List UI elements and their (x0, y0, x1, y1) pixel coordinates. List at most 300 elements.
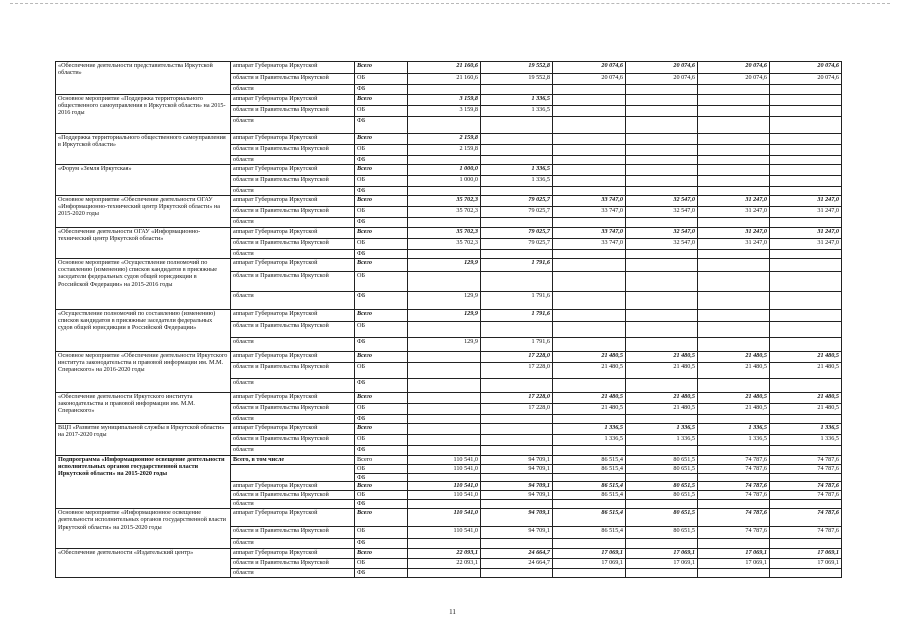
source-fb-cell: ФБ (355, 292, 408, 310)
ob-value-cell (770, 106, 842, 117)
source-fb-cell: ФБ (355, 539, 408, 549)
total-value-cell: 79 025,7 (481, 228, 553, 239)
executor-cell: области (231, 569, 355, 578)
source-fb-cell: ФБ (355, 218, 408, 228)
total-value-cell: 110 541,0 (408, 509, 481, 527)
ob-value-cell (698, 145, 770, 156)
ob-value-cell: 1 336,5 (626, 435, 698, 446)
fb-value-cell (408, 379, 481, 393)
executor-cell: области (231, 218, 355, 228)
table-row (56, 393, 842, 404)
total-value-cell: 94 709,1 (481, 509, 553, 527)
total-value-cell: 32 547,0 (626, 228, 698, 239)
total-value-cell: 17 069,1 (553, 549, 626, 559)
ob-value-cell: 1 336,5 (481, 176, 553, 187)
page-number: 11 (449, 608, 456, 616)
source-ob-cell: ОБ (355, 363, 408, 379)
ob-value-cell (408, 404, 481, 415)
fb-value-cell (698, 156, 770, 165)
ob-value-cell: 79 025,7 (481, 207, 553, 218)
fb-value-cell (770, 292, 842, 310)
source-ob-cell: ОБ (355, 74, 408, 85)
fb-value-cell (698, 85, 770, 95)
fb-value-cell (698, 250, 770, 259)
source-total-cell: Всего (355, 482, 408, 491)
total-value-cell: 31 247,0 (770, 228, 842, 239)
ob-value-cell: 1 336,5 (698, 435, 770, 446)
total-value-cell (481, 134, 553, 145)
fb-value-cell (770, 415, 842, 424)
total-value-cell (481, 424, 553, 435)
ob-value-cell: 74 787,6 (770, 465, 842, 474)
source-ob-cell: ОБ (355, 435, 408, 446)
total-value-cell: 20 074,6 (770, 62, 842, 74)
total-value-cell: 86 515,4 (553, 509, 626, 527)
source-fb-cell: ФБ (355, 117, 408, 134)
executor-cell: области (231, 292, 355, 310)
total-value-cell: 1 336,5 (481, 95, 553, 106)
ob-value-cell (770, 272, 842, 292)
program-name-cell: Основное мероприятие «Поддержка территориального общественного самоуправления в Иркутской области» на 2015-2016 годы (56, 95, 231, 134)
total-value-cell: 21 160,6 (408, 62, 481, 74)
ob-value-cell: 19 552,8 (481, 74, 553, 85)
fb-value-cell (770, 569, 842, 578)
ob-value-cell (698, 272, 770, 292)
ob-value-cell (770, 176, 842, 187)
ob-value-cell: 94 709,1 (481, 491, 553, 500)
ob-value-cell: 20 074,6 (698, 74, 770, 85)
fb-value-cell (626, 569, 698, 578)
fb-value-cell (553, 500, 626, 509)
table-row (56, 165, 842, 176)
total-value-cell: 1 336,5 (481, 165, 553, 176)
ob-value-cell (481, 435, 553, 446)
source-total-cell: Всего (355, 549, 408, 559)
total-value-cell: 2 159,8 (408, 134, 481, 145)
total-value-cell (553, 259, 626, 272)
ob-value-cell: 21 480,5 (698, 363, 770, 379)
ob-value-cell (770, 145, 842, 156)
total-value-cell: 33 747,0 (553, 196, 626, 207)
ob-value-cell (481, 322, 553, 338)
total-value-cell: 1 336,5 (553, 424, 626, 435)
fb-value-cell (481, 379, 553, 393)
ob-value-cell: 21 480,5 (770, 363, 842, 379)
total-value-cell: 110 541,0 (408, 482, 481, 491)
total-value-cell (770, 134, 842, 145)
executor-cell: области (231, 117, 355, 134)
executor-cell: области и Правительства Иркутской (231, 435, 355, 446)
table-row (56, 310, 842, 322)
total-value-cell (770, 95, 842, 106)
total-value-cell: 20 074,6 (553, 62, 626, 74)
executor-cell: аппарат Губернатора Иркутской (231, 424, 355, 435)
executor-cell: аппарат Губернатора Иркутской (231, 549, 355, 559)
ob-value-cell: 20 074,6 (770, 74, 842, 85)
fb-value-cell (408, 446, 481, 456)
executor-cell: области (231, 500, 355, 509)
table-row (56, 134, 842, 145)
executor-cell: аппарат Губернатора Иркутской (231, 393, 355, 404)
executor-cell: области (231, 379, 355, 393)
program-name-cell: Основное мероприятие «Информационное освещение деятельности исполнительных органов государственной власти Иркутской области» на 2015-2020 годы (56, 509, 231, 549)
total-value-cell (408, 424, 481, 435)
total-value-cell (698, 165, 770, 176)
ob-value-cell: 20 074,6 (626, 74, 698, 85)
total-value-cell: 1 791,6 (481, 310, 553, 322)
total-value-cell: 31 247,0 (698, 196, 770, 207)
source-fb-cell: ФБ (355, 338, 408, 352)
ob-value-cell: 17 069,1 (626, 559, 698, 569)
ob-value-cell: 1 336,5 (770, 435, 842, 446)
total-value-cell: 129,9 (408, 259, 481, 272)
source-total-cell: Всего (355, 310, 408, 322)
ob-value-cell (553, 322, 626, 338)
fb-value-cell (553, 85, 626, 95)
executor-cell: области и Правительства Иркутской (231, 491, 355, 500)
fb-value-cell (626, 156, 698, 165)
total-value-cell: 17 228,0 (481, 352, 553, 363)
program-name-cell: «Обеспечение деятельности Иркутского института законодательства и правовой информации им. М.М. Сперанского» (56, 393, 231, 424)
total-value-cell: 79 025,7 (481, 196, 553, 207)
total-value-cell: 22 093,1 (408, 549, 481, 559)
program-name-cell: Основное мероприятие «Осуществление полномочий по составлению (изменению) списков кандидатов в присяжные заседатели федеральных судов общей юрисдикции в Российской Федерации» на 2015-2016 годы (56, 259, 231, 310)
total-value-cell (408, 352, 481, 363)
ob-value-cell (408, 272, 481, 292)
fb-value-cell (698, 446, 770, 456)
fb-value-cell (481, 539, 553, 549)
ob-value-cell (553, 145, 626, 156)
ob-value-cell (698, 176, 770, 187)
total-value-cell (408, 393, 481, 404)
total-value-cell: 110 541,0 (408, 456, 481, 465)
fb-value-cell (408, 250, 481, 259)
executor-cell: области и Правительства Иркутской (231, 145, 355, 156)
ob-value-cell: 86 515,4 (553, 527, 626, 539)
ob-value-cell: 74 787,6 (698, 491, 770, 500)
fb-value-cell: 129,9 (408, 338, 481, 352)
ob-value-cell: 74 787,6 (770, 491, 842, 500)
source-ob-cell: ОБ (355, 465, 408, 474)
source-total-cell: Всего (355, 393, 408, 404)
fb-value-cell (553, 218, 626, 228)
ob-value-cell: 31 247,0 (698, 207, 770, 218)
total-value-cell (698, 259, 770, 272)
fb-value-cell (408, 85, 481, 95)
total-value-cell: 21 480,5 (698, 393, 770, 404)
table-row (56, 62, 842, 74)
total-value-cell: 1 336,5 (770, 424, 842, 435)
fb-value-cell (698, 539, 770, 549)
fb-value-cell (698, 292, 770, 310)
source-ob-cell: ОБ (355, 491, 408, 500)
executor-cell: области (231, 156, 355, 165)
total-value-cell: 94 709,1 (481, 456, 553, 465)
ob-value-cell (408, 363, 481, 379)
source-fb-cell: ФБ (355, 379, 408, 393)
ob-value-cell: 86 515,4 (553, 491, 626, 500)
total-value-cell: 24 664,7 (481, 549, 553, 559)
fb-value-cell (626, 292, 698, 310)
fb-value-cell (698, 187, 770, 196)
ob-value-cell: 32 547,0 (626, 239, 698, 250)
program-name-cell: «Обеспечение деятельности представительства Иркутской области» (56, 62, 231, 95)
source-ob-cell: ОБ (355, 527, 408, 539)
total-value-cell (553, 165, 626, 176)
ob-value-cell: 2 159,8 (408, 145, 481, 156)
ob-value-cell (698, 322, 770, 338)
top-border-line (10, 3, 890, 4)
total-value-cell: 80 651,5 (626, 456, 698, 465)
table-row (56, 228, 842, 239)
total-value-cell: 80 651,5 (626, 482, 698, 491)
fb-value-cell (626, 218, 698, 228)
ob-value-cell (626, 106, 698, 117)
fb-value-cell (626, 474, 698, 482)
fb-value-cell: 1 791,6 (481, 292, 553, 310)
executor-cell: аппарат Губернатора Иркутской (231, 482, 355, 491)
fb-value-cell (698, 569, 770, 578)
ob-value-cell: 21 480,5 (553, 363, 626, 379)
ob-value-cell: 17 069,1 (553, 559, 626, 569)
total-value-cell: 20 074,6 (626, 62, 698, 74)
fb-value-cell (698, 338, 770, 352)
total-value-cell: 33 747,0 (553, 228, 626, 239)
fb-value-cell (698, 218, 770, 228)
total-value-cell: 1 336,5 (626, 424, 698, 435)
source-ob-cell: ОБ (355, 404, 408, 415)
total-value-cell: 74 787,6 (770, 456, 842, 465)
fb-value-cell (481, 415, 553, 424)
total-value-cell: 21 480,5 (698, 352, 770, 363)
fb-value-cell (553, 415, 626, 424)
table-row (56, 259, 842, 272)
ob-value-cell: 3 159,8 (408, 106, 481, 117)
total-value-cell: 17 228,0 (481, 393, 553, 404)
fb-value-cell (408, 474, 481, 482)
source-fb-cell: ФБ (355, 85, 408, 95)
total-value-cell: 35 702,3 (408, 228, 481, 239)
fb-value-cell (770, 446, 842, 456)
fb-value-cell (626, 187, 698, 196)
fb-value-cell (626, 250, 698, 259)
ob-value-cell: 21 480,5 (626, 363, 698, 379)
total-value-cell: 3 159,8 (408, 95, 481, 106)
fb-value-cell (481, 218, 553, 228)
fb-value-cell (698, 117, 770, 134)
total-value-cell: 21 480,5 (770, 352, 842, 363)
source-total-cell: Всего (355, 134, 408, 145)
ob-value-cell: 32 547,0 (626, 207, 698, 218)
total-value-cell: 94 709,1 (481, 482, 553, 491)
source-ob-cell: ОБ (355, 176, 408, 187)
executor-cell: области и Правительства Иркутской (231, 272, 355, 292)
total-value-cell (553, 310, 626, 322)
total-value-cell: 1 000,0 (408, 165, 481, 176)
fb-value-cell (408, 539, 481, 549)
executor-cell: области и Правительства Иркутской (231, 239, 355, 250)
source-total-cell: Всего (355, 62, 408, 74)
fb-value-cell (553, 187, 626, 196)
ob-value-cell: 74 787,6 (698, 465, 770, 474)
ob-value-cell: 1 336,5 (481, 106, 553, 117)
source-total-cell: Всего (355, 196, 408, 207)
ob-value-cell: 33 747,0 (553, 239, 626, 250)
program-name-cell: «Форум «Земля Иркутская» (56, 165, 231, 196)
total-value-cell: 17 069,1 (626, 549, 698, 559)
fb-value-cell (770, 187, 842, 196)
total-value-cell: 21 480,5 (626, 352, 698, 363)
ob-value-cell (408, 322, 481, 338)
ob-value-cell: 74 787,6 (770, 527, 842, 539)
fb-value-cell (553, 569, 626, 578)
total-value-cell: 74 787,6 (698, 482, 770, 491)
executor-cell: области и Правительства Иркутской (231, 106, 355, 117)
budget-table (55, 61, 842, 578)
ob-value-cell (626, 272, 698, 292)
fb-value-cell (770, 218, 842, 228)
total-value-cell: 21 480,5 (626, 393, 698, 404)
ob-value-cell (698, 106, 770, 117)
table-row (56, 352, 842, 363)
total-value-cell (626, 259, 698, 272)
total-value-cell: 17 069,1 (770, 549, 842, 559)
ob-value-cell (553, 176, 626, 187)
program-name-cell: «Обеспечение деятельности «Издательский центр» (56, 549, 231, 578)
fb-value-cell (770, 250, 842, 259)
ob-value-cell: 94 709,1 (481, 527, 553, 539)
ob-value-cell: 20 074,6 (553, 74, 626, 85)
ob-value-cell: 110 541,0 (408, 491, 481, 500)
ob-value-cell: 35 702,3 (408, 239, 481, 250)
ob-value-cell: 80 651,5 (626, 491, 698, 500)
executor-cell (231, 465, 355, 482)
total-value-cell: 35 702,3 (408, 196, 481, 207)
total-value-cell: 129,9 (408, 310, 481, 322)
fb-value-cell (408, 218, 481, 228)
ob-value-cell: 21 480,5 (698, 404, 770, 415)
executor-cell: аппарат Губернатора Иркутской (231, 196, 355, 207)
source-fb-cell: ФБ (355, 569, 408, 578)
fb-value-cell (481, 446, 553, 456)
fb-value-cell (698, 379, 770, 393)
ob-value-cell: 21 480,5 (553, 404, 626, 415)
executor-cell: области и Правительства Иркутской (231, 559, 355, 569)
source-total-cell: Всего (355, 456, 408, 465)
fb-value-cell (626, 415, 698, 424)
fb-value-cell: 129,9 (408, 292, 481, 310)
fb-value-cell (553, 539, 626, 549)
total-value-cell (626, 134, 698, 145)
fb-value-cell (626, 338, 698, 352)
source-fb-cell: ФБ (355, 187, 408, 196)
fb-value-cell (553, 338, 626, 352)
ob-value-cell: 21 160,6 (408, 74, 481, 85)
source-fb-cell: ФБ (355, 500, 408, 509)
executor-cell: области (231, 446, 355, 456)
table-row (56, 549, 842, 559)
ob-value-cell: 21 480,5 (626, 404, 698, 415)
ob-value-cell (553, 272, 626, 292)
fb-value-cell (770, 85, 842, 95)
fb-value-cell: 1 791,6 (481, 338, 553, 352)
fb-value-cell (770, 379, 842, 393)
fb-value-cell (626, 539, 698, 549)
total-value-cell: 86 515,4 (553, 482, 626, 491)
executor-cell: области и Правительства Иркутской (231, 322, 355, 338)
fb-value-cell (481, 85, 553, 95)
fb-value-cell (553, 156, 626, 165)
ob-value-cell: 80 651,5 (626, 527, 698, 539)
ob-value-cell (626, 176, 698, 187)
total-value-cell: 1 336,5 (698, 424, 770, 435)
total-value-cell (626, 165, 698, 176)
fb-value-cell (553, 474, 626, 482)
fb-value-cell (698, 415, 770, 424)
executor-cell: области (231, 250, 355, 259)
ob-value-cell: 74 787,6 (698, 527, 770, 539)
table-row (56, 196, 842, 207)
source-total-cell: Всего (355, 95, 408, 106)
fb-value-cell (481, 156, 553, 165)
total-value-cell (698, 310, 770, 322)
total-value-cell: 20 074,6 (698, 62, 770, 74)
total-value-cell (626, 310, 698, 322)
source-total-cell: Всего (355, 259, 408, 272)
fb-value-cell (481, 474, 553, 482)
fb-value-cell (698, 474, 770, 482)
total-value-cell: 31 247,0 (698, 228, 770, 239)
ob-value-cell: 80 651,5 (626, 465, 698, 474)
program-name-cell: Основное мероприятие «Обеспечение деятельности ОГАУ «Информационно-технический центр Иркутской области» на 2015-2020 годы (56, 196, 231, 228)
ob-value-cell: 17 069,1 (770, 559, 842, 569)
table-row (56, 95, 842, 106)
executor-cell: области (231, 187, 355, 196)
fb-value-cell (770, 338, 842, 352)
total-value-cell: 32 547,0 (626, 196, 698, 207)
fb-value-cell (626, 446, 698, 456)
program-name-cell: ВЦП «Развитие муниципальной службы в Иркутской области» на 2017-2020 годы (56, 424, 231, 456)
executor-cell: области и Правительства Иркутской (231, 74, 355, 85)
total-value-cell: 74 787,6 (698, 456, 770, 465)
ob-value-cell: 110 541,0 (408, 527, 481, 539)
total-value-cell: 21 480,5 (553, 393, 626, 404)
ob-value-cell (408, 435, 481, 446)
executor-cell: области (231, 539, 355, 549)
subprogram-name-cell: Подпрограмма «Информационное освещение деятельности исполнительных органов государственной власти Иркутской области» на 2015-2020 годы (56, 456, 231, 509)
executor-cell: области и Правительства Иркутской (231, 527, 355, 539)
source-ob-cell: ОБ (355, 207, 408, 218)
fb-value-cell (481, 500, 553, 509)
total-value-cell: 21 480,5 (770, 393, 842, 404)
program-name-cell: Основное мероприятие «Обеспечение деятельности Иркутского института законодательства и правовой информации им. М.М. Сперанского» на 2016-2020 годы (56, 352, 231, 393)
ob-value-cell: 17 228,0 (481, 404, 553, 415)
executor-cell: аппарат Губернатора Иркутской (231, 509, 355, 527)
table-row (56, 509, 842, 527)
total-value-cell (698, 95, 770, 106)
source-total-cell: Всего (355, 165, 408, 176)
ob-value-cell: 21 480,5 (770, 404, 842, 415)
ob-value-cell: 86 515,4 (553, 465, 626, 474)
executor-cell: области и Правительства Иркутской (231, 363, 355, 379)
total-value-cell: 74 787,6 (770, 482, 842, 491)
fb-value-cell (626, 500, 698, 509)
executor-cell: области (231, 338, 355, 352)
ob-value-cell: 33 747,0 (553, 207, 626, 218)
total-value-cell: 74 787,6 (698, 509, 770, 527)
executor-cell: области и Правительства Иркутской (231, 207, 355, 218)
source-ob-cell: ОБ (355, 272, 408, 292)
